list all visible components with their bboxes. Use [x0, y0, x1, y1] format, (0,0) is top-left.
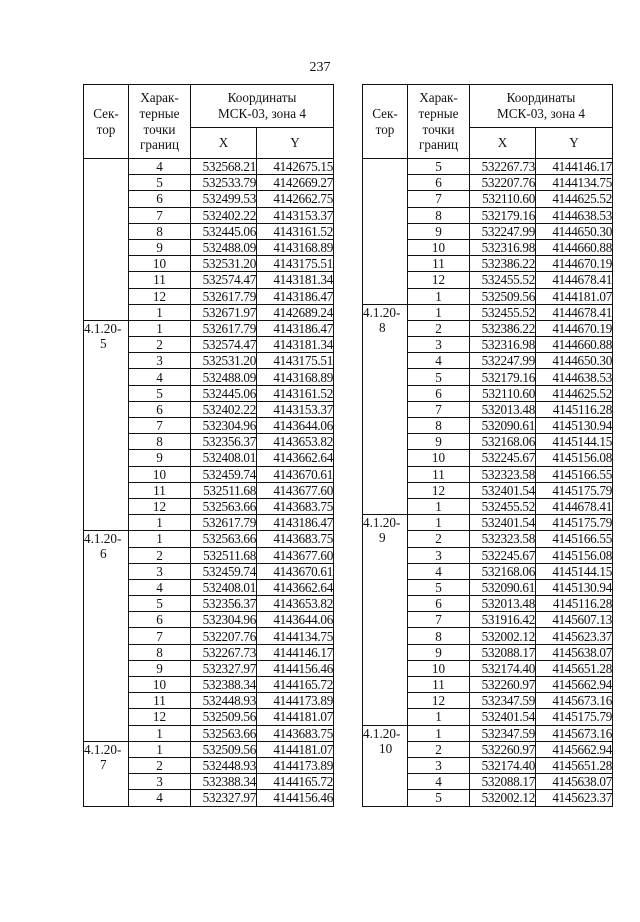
x-coordinate-cell: 532090.61: [470, 579, 536, 595]
x-coordinate-cell: 532323.58: [470, 466, 536, 482]
x-coordinate-cell: 532617.79: [191, 320, 257, 336]
x-coordinate-cell: 532455.52: [470, 304, 536, 320]
y-coordinate-cell: 4143175.51: [257, 353, 334, 369]
y-coordinate-cell: 4143670.61: [257, 466, 334, 482]
point-number-cell: 6: [129, 191, 191, 207]
point-number-cell: 7: [129, 628, 191, 644]
table-row: [363, 725, 613, 741]
y-coordinate-cell: 4143653.82: [257, 434, 334, 450]
point-number-cell: 10: [408, 239, 470, 255]
x-coordinate-cell: 532533.79: [191, 175, 257, 191]
point-number-cell: 6: [408, 596, 470, 612]
y-coordinate-cell: 4144173.89: [257, 693, 334, 709]
point-number-cell: 5: [408, 369, 470, 385]
table-row: [84, 159, 334, 175]
point-number-cell: 11: [129, 272, 191, 288]
point-number-cell: 1: [408, 725, 470, 741]
x-coordinate-cell: 532499.53: [191, 191, 257, 207]
point-number-cell: 4: [129, 159, 191, 175]
y-coordinate-cell: 4143186.47: [257, 320, 334, 336]
x-coordinate-cell: 532445.06: [191, 385, 257, 401]
y-coordinate-cell: 4143181.34: [257, 337, 334, 353]
y-coordinate-cell: 4144670.19: [536, 320, 613, 336]
point-number-cell: 5: [408, 579, 470, 595]
x-coordinate-cell: 532531.20: [191, 353, 257, 369]
y-coordinate-cell: 4145130.94: [536, 579, 613, 595]
x-coordinate-cell: 532388.34: [191, 774, 257, 790]
sector-cell: 4.1.20- 7: [84, 741, 129, 806]
x-coordinate-cell: 532088.17: [470, 644, 536, 660]
x-coordinate-cell: 532617.79: [191, 515, 257, 531]
point-number-cell: 8: [129, 434, 191, 450]
x-coordinate-cell: 532013.48: [470, 401, 536, 417]
coordinates-table-left: [83, 84, 334, 807]
point-number-cell: 1: [408, 288, 470, 304]
x-coordinate-cell: 532347.59: [470, 693, 536, 709]
y-coordinate-cell: 4145130.94: [536, 418, 613, 434]
point-number-cell: 1: [408, 709, 470, 725]
y-coordinate-cell: 4145166.55: [536, 466, 613, 482]
point-number-cell: 2: [129, 547, 191, 563]
y-coordinate-cell: 4144650.30: [536, 353, 613, 369]
x-coordinate-cell: 532347.59: [470, 725, 536, 741]
x-coordinate-cell: 532327.97: [191, 790, 257, 806]
x-coordinate-cell: 532168.06: [470, 563, 536, 579]
y-coordinate-cell: 4142662.75: [257, 191, 334, 207]
x-coordinate-cell: 532002.12: [470, 790, 536, 806]
point-number-cell: 4: [129, 790, 191, 806]
table-row: [363, 159, 613, 175]
page-number: 237: [309, 60, 331, 75]
y-coordinate-cell: 4145662.94: [536, 677, 613, 693]
y-coordinate-cell: 4144650.30: [536, 223, 613, 239]
y-coordinate-cell: 4145175.79: [536, 709, 613, 725]
sector-cell: 4.1.20- 8: [363, 304, 408, 514]
point-number-cell: 5: [129, 385, 191, 401]
point-number-cell: 12: [129, 709, 191, 725]
x-coordinate-cell: 532386.22: [470, 256, 536, 272]
x-coordinate-cell: 532563.66: [191, 531, 257, 547]
sector-cell: [363, 159, 408, 305]
x-coordinate-cell: 532179.16: [470, 207, 536, 223]
x-header: X: [191, 128, 257, 159]
point-number-cell: 2: [408, 320, 470, 336]
x-coordinate-cell: 532110.60: [470, 385, 536, 401]
y-coordinate-cell: 4142669.27: [257, 175, 334, 191]
x-coordinate-cell: 532488.09: [191, 369, 257, 385]
x-coordinate-cell: 532247.99: [470, 223, 536, 239]
x-header: X: [470, 128, 536, 159]
y-coordinate-cell: 4145623.37: [536, 628, 613, 644]
y-coordinate-cell: 4144146.17: [257, 644, 334, 660]
x-coordinate-cell: 532327.97: [191, 660, 257, 676]
y-coordinate-cell: 4144165.72: [257, 774, 334, 790]
y-coordinate-cell: 4144660.88: [536, 337, 613, 353]
x-coordinate-cell: 532511.68: [191, 482, 257, 498]
y-coordinate-cell: 4143662.64: [257, 579, 334, 595]
characteristic-points-header: Харак- терные точки границ: [129, 85, 191, 159]
x-coordinate-cell: 532013.48: [470, 596, 536, 612]
point-number-cell: 10: [129, 256, 191, 272]
point-number-cell: 1: [129, 741, 191, 757]
point-number-cell: 4: [408, 563, 470, 579]
point-number-cell: 5: [408, 790, 470, 806]
point-number-cell: 8: [129, 644, 191, 660]
x-coordinate-cell: 532568.21: [191, 159, 257, 175]
y-coordinate-cell: 4145651.28: [536, 757, 613, 773]
x-coordinate-cell: 532402.22: [191, 401, 257, 417]
x-coordinate-cell: 532179.16: [470, 369, 536, 385]
point-number-cell: 3: [408, 547, 470, 563]
y-coordinate-cell: 4144134.75: [536, 175, 613, 191]
point-number-cell: 12: [408, 272, 470, 288]
coordinates-header: Координаты МСК-03, зона 4: [191, 85, 334, 128]
point-number-cell: 5: [129, 175, 191, 191]
y-coordinate-cell: 4144625.52: [536, 191, 613, 207]
point-number-cell: 1: [408, 304, 470, 320]
x-coordinate-cell: 532304.96: [191, 418, 257, 434]
point-number-cell: 1: [408, 498, 470, 514]
y-coordinate-cell: 4144173.89: [257, 757, 334, 773]
x-coordinate-cell: 532207.76: [191, 628, 257, 644]
point-number-cell: 2: [129, 337, 191, 353]
point-number-cell: 12: [129, 288, 191, 304]
x-coordinate-cell: 531916.42: [470, 612, 536, 628]
point-number-cell: 1: [129, 515, 191, 531]
x-coordinate-cell: 532401.54: [470, 515, 536, 531]
point-number-cell: 7: [408, 191, 470, 207]
x-coordinate-cell: 532267.73: [191, 644, 257, 660]
x-coordinate-cell: 532671.97: [191, 304, 257, 320]
y-coordinate-cell: 4144181.07: [257, 709, 334, 725]
point-number-cell: 6: [129, 401, 191, 417]
y-header: Y: [536, 128, 613, 159]
x-coordinate-cell: 532531.20: [191, 256, 257, 272]
x-coordinate-cell: 532563.66: [191, 498, 257, 514]
x-coordinate-cell: 532207.76: [470, 175, 536, 191]
y-coordinate-cell: 4145662.94: [536, 741, 613, 757]
point-number-cell: 8: [408, 628, 470, 644]
point-number-cell: 4: [408, 774, 470, 790]
coordinates-table-right: [362, 84, 613, 807]
y-coordinate-cell: 4143168.89: [257, 239, 334, 255]
x-coordinate-cell: 532401.54: [470, 709, 536, 725]
y-coordinate-cell: 4144678.41: [536, 498, 613, 514]
y-coordinate-cell: 4143153.37: [257, 401, 334, 417]
point-number-cell: 2: [408, 531, 470, 547]
y-coordinate-cell: 4144146.17: [536, 159, 613, 175]
y-coordinate-cell: 4144638.53: [536, 207, 613, 223]
point-number-cell: 3: [408, 337, 470, 353]
point-number-cell: 7: [408, 401, 470, 417]
y-coordinate-cell: 4145175.79: [536, 515, 613, 531]
point-number-cell: 6: [408, 385, 470, 401]
x-coordinate-cell: 532448.93: [191, 757, 257, 773]
y-coordinate-cell: 4145166.55: [536, 531, 613, 547]
point-number-cell: 10: [408, 450, 470, 466]
x-coordinate-cell: 532511.68: [191, 547, 257, 563]
point-number-cell: 8: [408, 418, 470, 434]
y-coordinate-cell: 4144156.46: [257, 660, 334, 676]
characteristic-points-header: Харак- терные точки границ: [408, 85, 470, 159]
point-number-cell: 12: [129, 498, 191, 514]
x-coordinate-cell: 532459.74: [191, 563, 257, 579]
y-coordinate-cell: 4143677.60: [257, 482, 334, 498]
y-coordinate-cell: 4144678.41: [536, 304, 613, 320]
y-coordinate-cell: 4144625.52: [536, 385, 613, 401]
x-coordinate-cell: 532459.74: [191, 466, 257, 482]
x-coordinate-cell: 532408.01: [191, 450, 257, 466]
x-coordinate-cell: 532445.06: [191, 223, 257, 239]
point-number-cell: 7: [408, 612, 470, 628]
x-coordinate-cell: 532386.22: [470, 320, 536, 336]
x-coordinate-cell: 532245.67: [470, 450, 536, 466]
y-coordinate-cell: 4143644.06: [257, 612, 334, 628]
y-coordinate-cell: 4143168.89: [257, 369, 334, 385]
sector-cell: 4.1.20- 6: [84, 531, 129, 741]
x-coordinate-cell: 532002.12: [470, 628, 536, 644]
point-number-cell: 12: [408, 482, 470, 498]
table-row: [363, 304, 613, 320]
point-number-cell: 9: [129, 450, 191, 466]
y-coordinate-cell: 4144678.41: [536, 272, 613, 288]
point-number-cell: 10: [129, 466, 191, 482]
point-number-cell: 11: [408, 466, 470, 482]
point-number-cell: 2: [408, 741, 470, 757]
x-coordinate-cell: 532260.97: [470, 741, 536, 757]
y-coordinate-cell: 4145116.28: [536, 596, 613, 612]
coordinates-header: Координаты МСК-03, зона 4: [470, 85, 613, 128]
x-coordinate-cell: 532323.58: [470, 531, 536, 547]
y-coordinate-cell: 4145673.16: [536, 725, 613, 741]
x-coordinate-cell: 532574.47: [191, 337, 257, 353]
x-coordinate-cell: 532304.96: [191, 612, 257, 628]
x-coordinate-cell: 532088.17: [470, 774, 536, 790]
y-coordinate-cell: 4145651.28: [536, 660, 613, 676]
point-number-cell: 9: [408, 223, 470, 239]
point-number-cell: 9: [408, 644, 470, 660]
point-number-cell: 4: [408, 353, 470, 369]
y-coordinate-cell: 4144134.75: [257, 628, 334, 644]
y-coordinate-cell: 4145156.08: [536, 450, 613, 466]
sector-header: Сек- тор: [84, 85, 129, 159]
point-number-cell: 8: [129, 223, 191, 239]
x-coordinate-cell: 532509.56: [191, 741, 257, 757]
x-coordinate-cell: 532090.61: [470, 418, 536, 434]
point-number-cell: 1: [129, 304, 191, 320]
x-coordinate-cell: 532488.09: [191, 239, 257, 255]
y-header: Y: [257, 128, 334, 159]
table-row: [84, 531, 334, 547]
x-coordinate-cell: 532455.52: [470, 272, 536, 288]
x-coordinate-cell: 532260.97: [470, 677, 536, 693]
x-coordinate-cell: 532574.47: [191, 272, 257, 288]
y-coordinate-cell: 4145144.15: [536, 434, 613, 450]
point-number-cell: 6: [408, 175, 470, 191]
x-coordinate-cell: 532356.37: [191, 434, 257, 450]
sector-cell: 4.1.20- 5: [84, 320, 129, 530]
y-coordinate-cell: 4143161.52: [257, 223, 334, 239]
x-coordinate-cell: 532509.56: [470, 288, 536, 304]
y-coordinate-cell: 4143181.34: [257, 272, 334, 288]
y-coordinate-cell: 4143186.47: [257, 288, 334, 304]
x-coordinate-cell: 532509.56: [191, 709, 257, 725]
x-coordinate-cell: 532356.37: [191, 596, 257, 612]
y-coordinate-cell: 4143186.47: [257, 515, 334, 531]
table-row: [84, 320, 334, 336]
x-coordinate-cell: 532448.93: [191, 693, 257, 709]
sector-cell: 4.1.20- 9: [363, 515, 408, 725]
y-coordinate-cell: 4145623.37: [536, 790, 613, 806]
point-number-cell: 1: [129, 531, 191, 547]
y-coordinate-cell: 4143683.75: [257, 531, 334, 547]
y-coordinate-cell: 4143161.52: [257, 385, 334, 401]
point-number-cell: 11: [408, 256, 470, 272]
point-number-cell: 1: [408, 515, 470, 531]
y-coordinate-cell: 4144181.07: [257, 741, 334, 757]
y-coordinate-cell: 4143683.75: [257, 725, 334, 741]
y-coordinate-cell: 4145175.79: [536, 482, 613, 498]
y-coordinate-cell: 4143662.64: [257, 450, 334, 466]
y-coordinate-cell: 4143677.60: [257, 547, 334, 563]
x-coordinate-cell: 532408.01: [191, 579, 257, 595]
point-number-cell: 11: [129, 482, 191, 498]
point-number-cell: 3: [129, 353, 191, 369]
point-number-cell: 10: [408, 660, 470, 676]
x-coordinate-cell: 532401.54: [470, 482, 536, 498]
y-coordinate-cell: 4145144.15: [536, 563, 613, 579]
y-coordinate-cell: 4145638.07: [536, 644, 613, 660]
point-number-cell: 11: [129, 693, 191, 709]
point-number-cell: 8: [408, 207, 470, 223]
sector-cell: [84, 159, 129, 321]
x-coordinate-cell: 532316.98: [470, 337, 536, 353]
x-coordinate-cell: 532316.98: [470, 239, 536, 255]
point-number-cell: 4: [129, 579, 191, 595]
y-coordinate-cell: 4145673.16: [536, 693, 613, 709]
y-coordinate-cell: 4145607.13: [536, 612, 613, 628]
y-coordinate-cell: 4143644.06: [257, 418, 334, 434]
x-coordinate-cell: 532247.99: [470, 353, 536, 369]
y-coordinate-cell: 4142675.15: [257, 159, 334, 175]
y-coordinate-cell: 4143653.82: [257, 596, 334, 612]
y-coordinate-cell: 4144638.53: [536, 369, 613, 385]
table-row: [84, 741, 334, 757]
point-number-cell: 7: [129, 418, 191, 434]
point-number-cell: 3: [408, 757, 470, 773]
y-coordinate-cell: 4144156.46: [257, 790, 334, 806]
y-coordinate-cell: 4145156.08: [536, 547, 613, 563]
x-coordinate-cell: 532110.60: [470, 191, 536, 207]
table-row: [363, 515, 613, 531]
y-coordinate-cell: 4143175.51: [257, 256, 334, 272]
x-coordinate-cell: 532168.06: [470, 434, 536, 450]
point-number-cell: 4: [129, 369, 191, 385]
point-number-cell: 5: [408, 159, 470, 175]
point-number-cell: 1: [129, 320, 191, 336]
x-coordinate-cell: 532267.73: [470, 159, 536, 175]
point-number-cell: 2: [129, 757, 191, 773]
y-coordinate-cell: 4143683.75: [257, 498, 334, 514]
y-coordinate-cell: 4144660.88: [536, 239, 613, 255]
x-coordinate-cell: 532617.79: [191, 288, 257, 304]
point-number-cell: 6: [129, 612, 191, 628]
point-number-cell: 12: [408, 693, 470, 709]
point-number-cell: 9: [129, 239, 191, 255]
x-coordinate-cell: 532402.22: [191, 207, 257, 223]
x-coordinate-cell: 532455.52: [470, 498, 536, 514]
x-coordinate-cell: 532388.34: [191, 677, 257, 693]
point-number-cell: 3: [129, 774, 191, 790]
x-coordinate-cell: 532245.67: [470, 547, 536, 563]
point-number-cell: 10: [129, 677, 191, 693]
y-coordinate-cell: 4142689.24: [257, 304, 334, 320]
point-number-cell: 9: [408, 434, 470, 450]
y-coordinate-cell: 4144670.19: [536, 256, 613, 272]
point-number-cell: 11: [408, 677, 470, 693]
x-coordinate-cell: 532563.66: [191, 725, 257, 741]
y-coordinate-cell: 4145116.28: [536, 401, 613, 417]
point-number-cell: 7: [129, 207, 191, 223]
y-coordinate-cell: 4145638.07: [536, 774, 613, 790]
y-coordinate-cell: 4144165.72: [257, 677, 334, 693]
point-number-cell: 9: [129, 660, 191, 676]
sector-header: Сек- тор: [363, 85, 408, 159]
sector-cell: 4.1.20- 10: [363, 725, 408, 806]
point-number-cell: 1: [129, 725, 191, 741]
x-coordinate-cell: 532174.40: [470, 757, 536, 773]
point-number-cell: 5: [129, 596, 191, 612]
y-coordinate-cell: 4143670.61: [257, 563, 334, 579]
point-number-cell: 3: [129, 563, 191, 579]
x-coordinate-cell: 532174.40: [470, 660, 536, 676]
y-coordinate-cell: 4144181.07: [536, 288, 613, 304]
y-coordinate-cell: 4143153.37: [257, 207, 334, 223]
